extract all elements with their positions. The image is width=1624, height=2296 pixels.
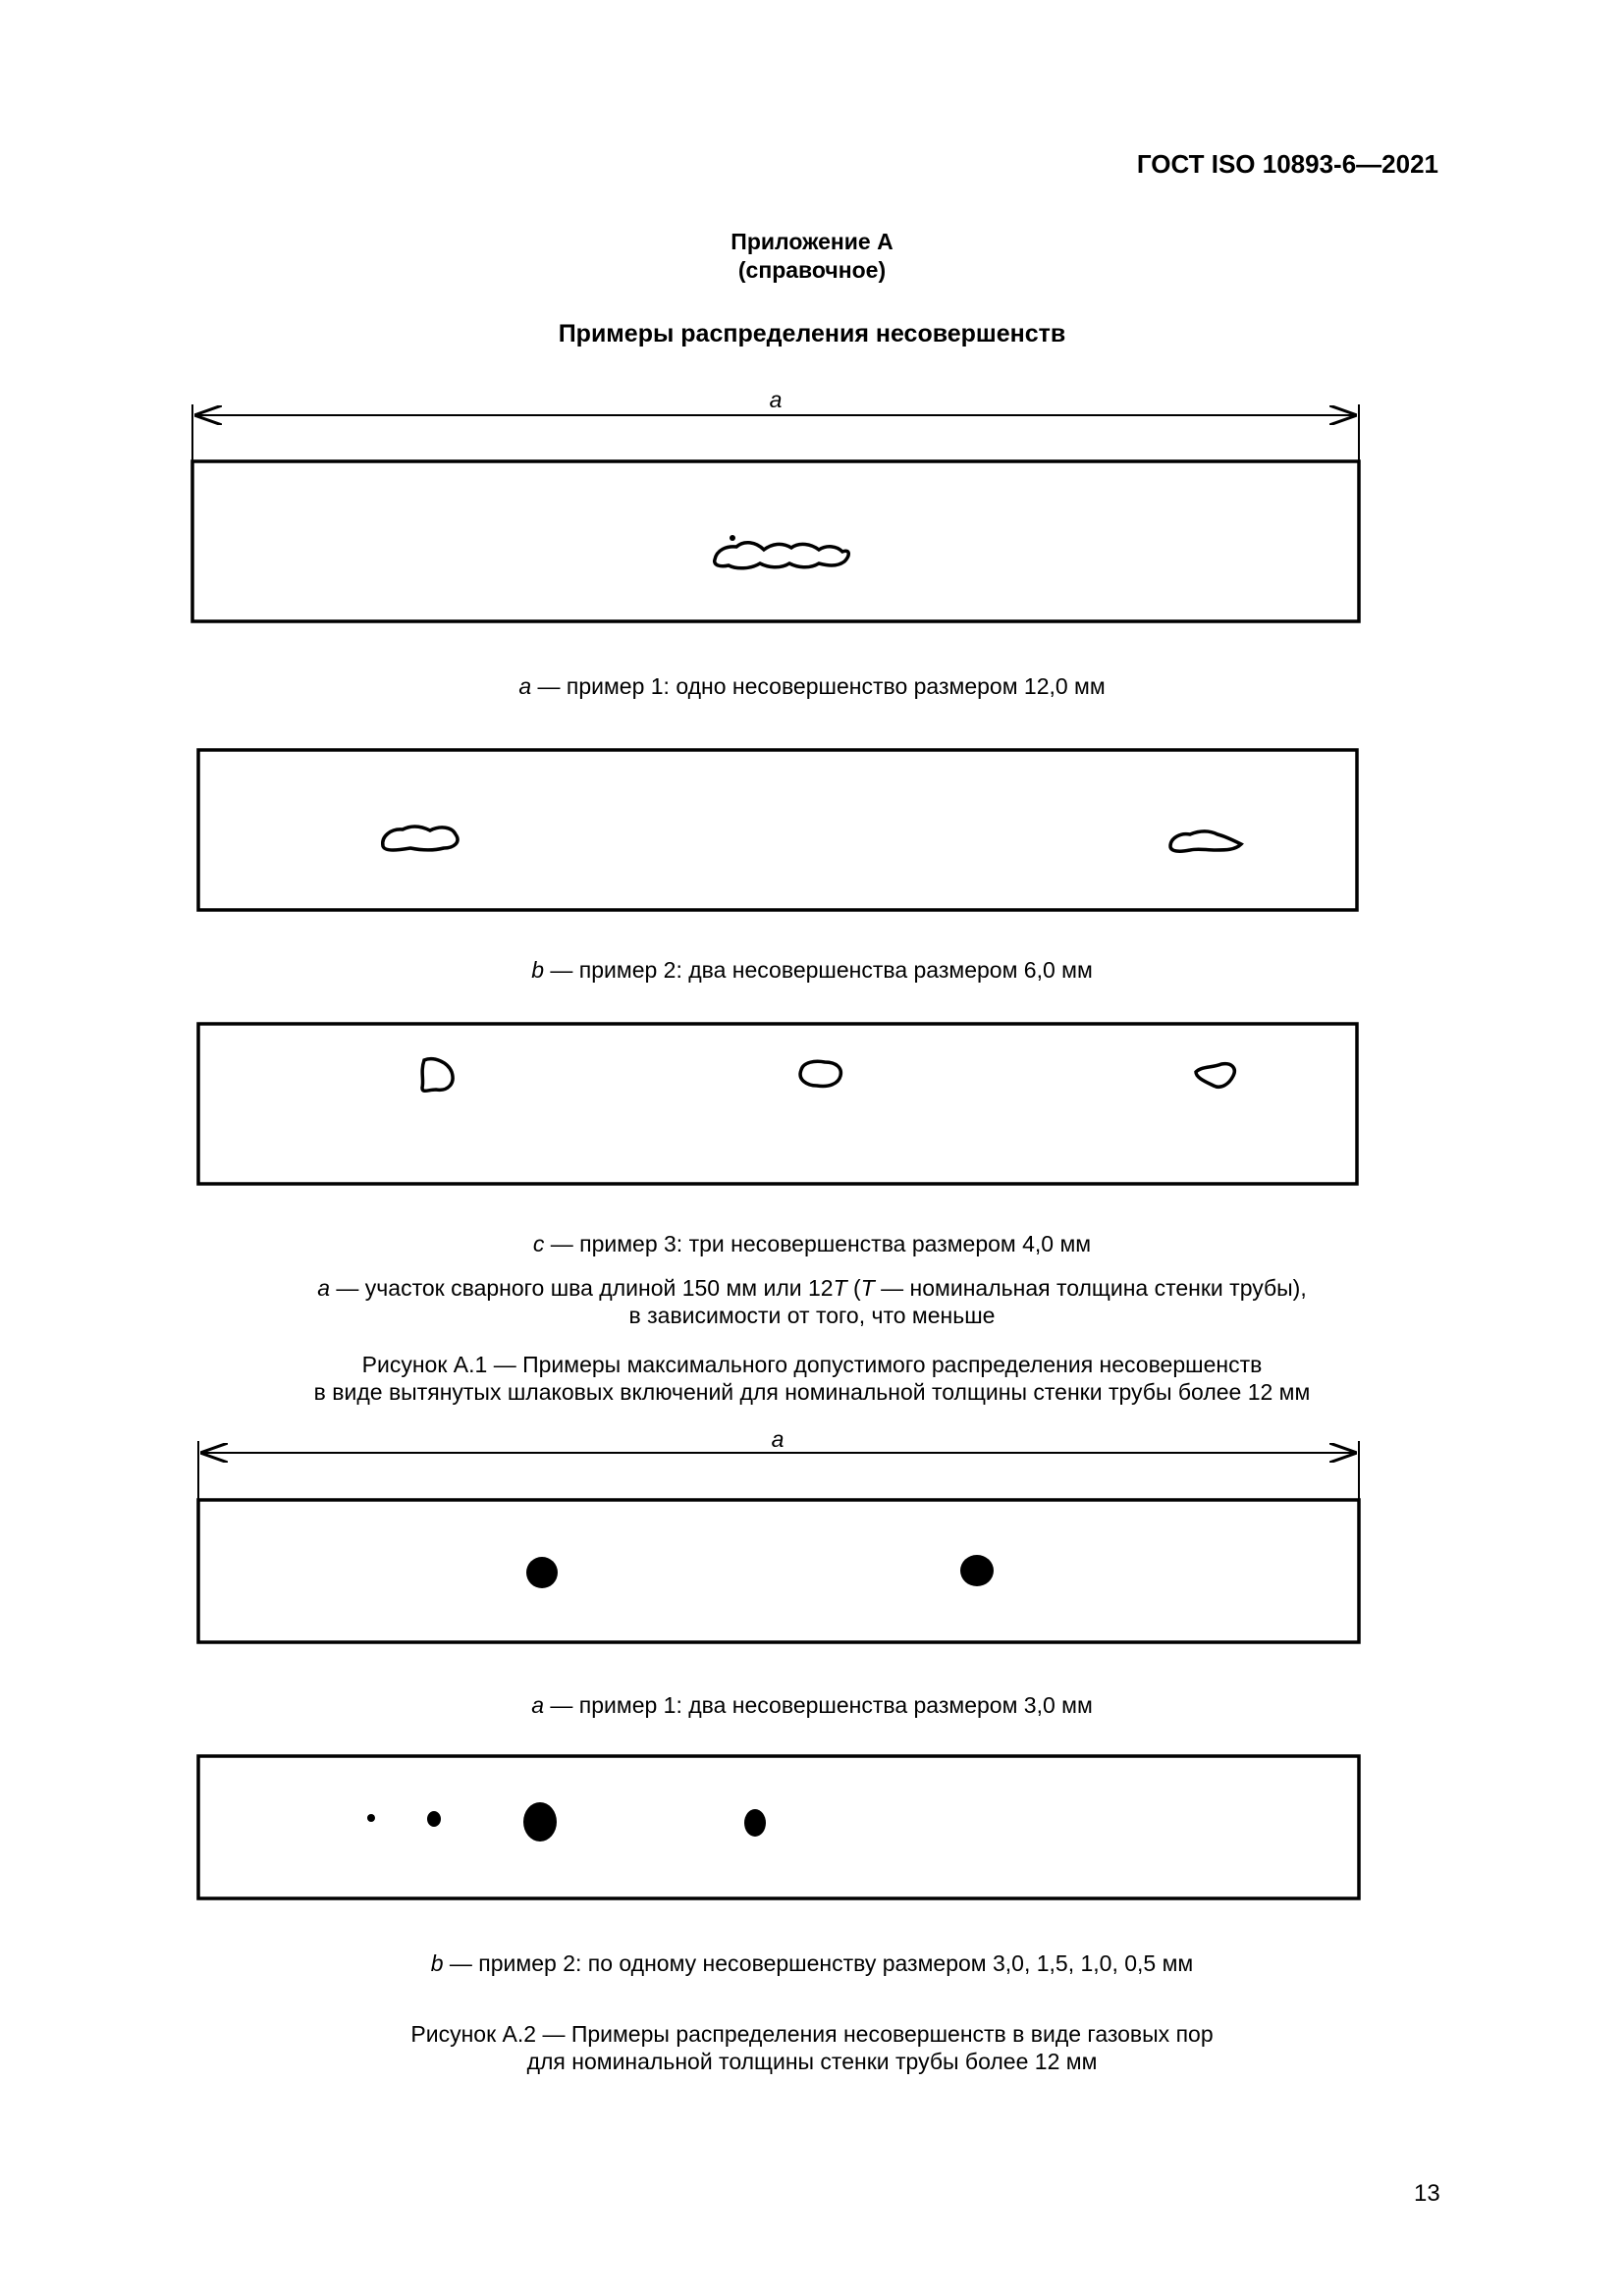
slag-dot xyxy=(730,535,735,541)
a2-caption-a xyxy=(0,1691,1624,1719)
document-id: ГОСТ ISO 10893-6—2021 xyxy=(1136,149,1438,179)
a1-caption-a xyxy=(0,672,1624,700)
a1-panel-a-weld xyxy=(192,461,1359,621)
a1-dimension xyxy=(192,387,1359,461)
a2-panel-a-weld xyxy=(198,1500,1359,1642)
a2-dim-label: a xyxy=(771,1426,785,1452)
a1-caption-b xyxy=(0,956,1624,984)
annex-title: Приложение А xyxy=(731,229,893,254)
a2-caption-b xyxy=(0,1949,1624,1977)
note-text-3: — номинальная толщина стенки трубы), xyxy=(874,1275,1307,1301)
caption-text: — пример 1: одно несовершенство размером 12,0 мм xyxy=(531,673,1106,699)
page-number: 13 xyxy=(1414,2180,1440,2207)
caption-text: — пример 2: по одному несовершенству размером 3,0, 1,5, 1,0, 0,5 мм xyxy=(443,1950,1194,1976)
slag-inclusion-left xyxy=(383,827,458,850)
slag-inclusion-3 xyxy=(1196,1064,1234,1088)
caption-letter: b xyxy=(531,957,545,983)
caption-text: — пример 2: два несовершенства размером 6,0 мм xyxy=(544,957,1093,983)
figure-a2-title-line1: Рисунок А.2 — Примеры распределения несовершенств в виде газовых пор xyxy=(410,2021,1214,2047)
note-line-1 xyxy=(0,1274,1624,1302)
slag-inclusion-2 xyxy=(800,1061,840,1086)
figure-a1-title-line2: в виде вытянутых шлаковых включений для номинальной толщины стенки трубы более 12 мм xyxy=(313,1379,1311,1405)
caption-letter: a xyxy=(518,673,532,699)
gas-pore-1-0mm xyxy=(427,1811,441,1827)
a1-panel-c-weld xyxy=(198,1024,1357,1184)
section-title: Примеры распределения несовершенств xyxy=(558,320,1066,347)
a1-panel-b-weld xyxy=(198,750,1357,910)
note-text-2: ( xyxy=(846,1275,861,1301)
a1-dim-label: a xyxy=(769,387,783,412)
slag-inclusion-right xyxy=(1170,831,1241,851)
gas-pore-2 xyxy=(960,1555,994,1586)
caption-text: — пример 1: два несовершенства размером 3,0 мм xyxy=(544,1692,1093,1718)
a2-dimension xyxy=(198,1426,1359,1500)
gas-pore-3-0mm xyxy=(523,1802,557,1842)
caption-letter: b xyxy=(430,1950,444,1976)
figure-a2-title-line2: для номинальной толщины стенки трубы более 12 мм xyxy=(526,2049,1098,2074)
note-line-2: в зависимости от того, что меньше xyxy=(628,1303,996,1328)
gas-pore-1-5mm xyxy=(744,1809,766,1837)
figure-a2-title xyxy=(0,2020,1624,2075)
note-text-1: — участок сварного шва длиной 150 мм или 12 xyxy=(330,1275,834,1301)
gas-pore-0-5mm xyxy=(367,1814,375,1822)
a1-note xyxy=(0,1274,1624,1329)
caption-letter: a xyxy=(531,1692,545,1718)
a2-panel-b-weld xyxy=(198,1756,1359,1898)
note-t1: T xyxy=(833,1275,847,1301)
note-t2: T xyxy=(860,1275,875,1301)
slag-inclusion-1 xyxy=(422,1059,453,1092)
gas-pore-1 xyxy=(526,1557,558,1588)
caption-text: — пример 3: три несовершенства размером 4,0 мм xyxy=(544,1231,1092,1256)
note-letter: a xyxy=(317,1275,331,1301)
a1-caption-c xyxy=(0,1230,1624,1257)
figure-a1-title-line1: Рисунок А.1 — Примеры максимального допустимого распределения несовершенств xyxy=(361,1352,1263,1377)
slag-inclusion-long xyxy=(715,543,849,568)
caption-letter: c xyxy=(532,1231,545,1256)
figure-a1-title xyxy=(0,1351,1624,1406)
annex-kind: (справочное) xyxy=(737,257,887,283)
